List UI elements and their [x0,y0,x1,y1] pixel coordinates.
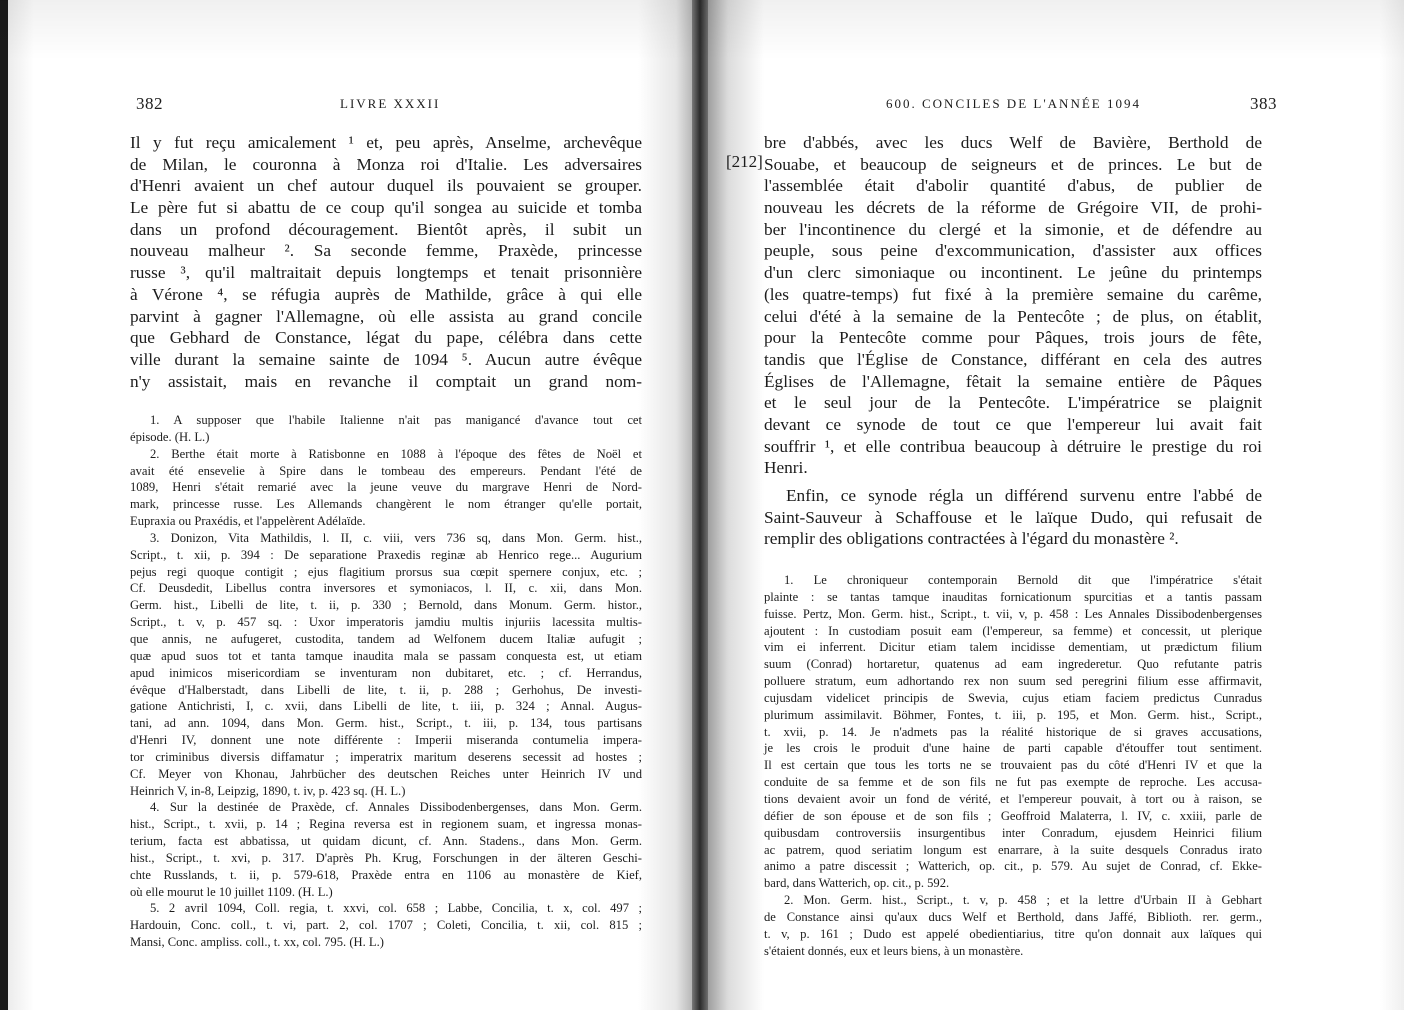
footnote [764,892,1262,959]
footnote-line: gatione Antichristi, I, c. xvii, dans Libelli de lite, t. iii, p. 324 ; Annal. Augus- [130,699,642,714]
body-line: Souabe, et beaucoup de seigneurs et de princes. Le but de [764,154,1262,174]
footnote [130,900,642,951]
left-page-number: 382 [136,94,163,113]
footnote-line: 1089, Henri s'était remarié avec la jeune veuve du margrave Henri de Nord- [130,480,642,495]
footnote-line: 5. 2 avril 1094, Coll. regia, t. xxvi, col. 658 ; Labbe, Concilia, t. x, col. 497 ; [150,901,642,916]
body-line: nouveau les décrets de la réforme de Grégoire VII, de prohi- [764,198,1262,218]
body-line: d'un clerc simoniaque ou incontinent. Le jeûne du printemps [764,263,1262,283]
footnote-line: Script., t. xii, p. 394 : De separatione Praxedis reginæ ab Henrico rege... Augurium [130,547,642,562]
body-line: tandis que l'Église de Constance, différant en cela des autres [764,349,1262,369]
footnote-line: 1. A supposer que l'habile Italienne n'ait pas manigancé d'avance tout cet [150,413,642,427]
body-line: que Gebhard de Constance, légat du pape, célébra dans cette [130,328,642,348]
body-line: russe ³, qu'il maltraitait depuis longtemps et tenait prisonnière [130,263,642,283]
footnote-line: 2. Mon. Germ. hist., Script., t. v, p. 458 ; et la lettre d'Urbain II à Gebhart [784,893,1262,908]
footnote-line: 4. Sur la destinée de Praxède, cf. Annales Dissibodenbergenses, dans Mon. Germ. [150,800,642,815]
footnote-line: pejus regi quoque contigit ; ejus flagitium prorsus sua cœpit spernere conjux, etc. ; [130,564,642,579]
footnote [764,572,1262,892]
body-line: ville durant la semaine sainte de 1094 ⁵. Aucun autre évêque [130,349,642,369]
footnote-line: Germ. hist., Libelli de lite, t. ii, p. 330 ; Bernold, dans Monum. Germ. histor., [130,598,642,613]
footnote-line: polluere stratum, eum adhortando rex non suum sed peregrini filium esse affirmavit, [764,674,1262,689]
footnote-line: plurimum assimilavit. Böhmer, Fontes, t. iii, p. 195, et Mon. Germ. hist., Script., [764,707,1262,722]
paragraph [764,485,1262,550]
footnote-line: tani, ad ann. 1094, dans Mon. Germ. hist., Script., t. iii, p. 134, tous partisans [130,716,642,731]
body-line: n'y assistait, mais en revanche il comptait un grand nom- [130,371,642,391]
footnote-line: hist., Script., t. xvi, p. 317. D'après Ph. Krug, Forschungen in der älteren Geschi- [130,850,642,865]
footnote-line: quibusdam controversiis insurgentibus inter Conradum, ejusdem Heinrici filium [764,825,1262,840]
footnote [130,446,642,530]
footnote-line: conduite de sa femme et de son fils ne fut pas exempte de reproche. Les accusa- [764,775,1262,790]
footnote-line: Heinrich V, in-8, Leipzig, 1890, t. iv, p. 423 sq. (H. L.) [130,783,406,798]
footnote-line: plainte : se tantas tamque inauditas fornicationum spurcitias et a tantis passam [764,589,1262,604]
body-line: Il y fut reçu amicalement ¹ et, peu après, Anselme, archevêque [130,133,642,152]
footnote-line: quæ apud suos tot et tanta tamque inaudita mala se passam conquesta est, ut etiam [130,648,642,663]
footnote-line: Cf. Deusdedit, Libellus contra inversores et symoniacos, l. II, c. xii, dans Mon. [130,581,642,596]
body-line: peuple, sous peine d'excommunication, d'assister aux offices [764,241,1262,261]
footnote-line: défier de son épouse et de son fils ; Geoffroid Malaterra, l. IV, c. xxiii, parle de [764,808,1262,823]
body-line: Enfin, ce synode régla un différend survenu entre l'abbé de [786,486,1262,505]
footnote-line: vim ei inferrent. Dicitur etiam talem incidisse dementiam, ut prædictum filium [764,640,1262,655]
right-page-number: 383 [1250,94,1277,113]
footnote-line: 1. Le chroniqueur contemporain Bernold dit que l'impératrice s'était [784,573,1262,587]
body-line: de Milan, le couronna à Monza roi d'Italie. Les adversaires [130,154,642,174]
footnote-line: je les crois le produit d'une haine de parti capable d'étouffer tout sentiment. [764,741,1262,756]
left-running-head: LIVRE XXXII [340,96,441,111]
footnote-line: t. v, p. 161 ; Dudo est appelé obedientiarius, titre qu'on donnait aux laïques qui [764,926,1262,941]
footnote-line: avait été ensevelie à Spire dans le tombeau des empereurs. Pendant l'été de [130,463,642,478]
footnote-line: tor criminibus diversis diffamatur ; imperatrix maritum deserens secessit ad hostes ; [130,749,642,764]
footnote-line: tions devaient avoir un fond de vérité, et l'empereur pouvait, à tort ou à raison, se [764,791,1262,806]
footnote-line: bard, dans Watterich, op. cit., p. 592. [764,876,950,891]
footnote-line: où elle mourut le 10 juillet 1109. (H. L.) [130,884,333,899]
footnote-line: suum (Conrad) hortaretur, quatenus ad eam ingrederetur. Quo refutante patris [764,657,1262,672]
body-line: celui d'été à la semaine de la Pentecôte ; de plus, on établit, [764,306,1262,326]
footnote-line: ac patrem, quod seriatim longum est enarrare, à la suite desquels Conradus irato [764,842,1262,857]
book-gutter [692,0,708,1010]
footnote-line: épisode. (H. L.) [130,429,210,444]
footnote-line: 3. Donizon, Vita Mathildis, l. II, c. viii, vers 736 sq, dans Mon. Germ. hist., [150,530,642,545]
body-line: parvint à gagner l'Allemagne, où elle assista au grand concile [130,306,642,326]
footnote-line: Cf. Meyer von Khonau, Jahrbücher des deutschen Reiches unter Heinrich IV und [130,766,642,781]
left-body-text [130,132,642,392]
footnote-line: cujusdam videlicet principis de Swevia, cujus etiam faciem predictus Cunradus [764,690,1262,705]
left-page [8,0,692,1010]
body-line: bre d'abbés, avec les ducs Welf de Bavière, Berthold de [764,133,1262,152]
footnote-line: Script., t. v, p. 457 sq. : Uxor imperatoris jamdiu multis injuriis lacessita multis- [130,615,642,630]
body-line: nouveau malheur ². Sa seconde femme, Praxède, princesse [130,241,642,261]
body-line: devant ce synode de tout ce que l'empereur lui avait fait [764,414,1262,434]
footnote-line: d'Henri IV, donnent une note différente : Imperii miseranda contumelia impera- [130,733,642,748]
body-line: l'assemblée était d'abolir quantité d'abus, de publier de [764,176,1262,196]
body-line: et le seul jour de la Pentecôte. L'impératrice se plaignit [764,393,1262,413]
footnote-line: t. xvii, p. 14. Je n'admets pas la réalité historique de si graves accusations, [764,724,1262,739]
body-line: remplir des obligations contractées à l'égard du monastère ². [764,529,1179,549]
right-body-text [764,132,1262,550]
body-line: souffrir ¹, et elle contribua beaucoup à détruire le prestige du roi [764,436,1262,456]
footnote-line: évêque d'Halberstadt, dans Libelli de lite, t. ii, p. 288 ; Gerhohus, De investi- [130,682,642,697]
footnote-line: Il est certain que tous les torts ne se trouvaient pas du côté d'Henri IV et que la [764,758,1262,773]
body-line: d'Henri avaient un chef autour duquel ils pouvaient se grouper. [130,176,642,196]
footnote-line: ajoutent : In custodiam posuit eam (l'empereur, sa femme) et concessit, ut plerique [764,623,1262,638]
right-footnotes [764,572,1262,959]
footnote-line: chte Russlands, t. ii, p. 579-618, Praxède entra en 1106 au monastère de Kief, [130,867,642,882]
footnote-line: mark, princesse russe. Les Allemands changèrent le nom étranger qu'elle portait, [130,497,642,512]
right-running-head: 600. CONCILES DE L'ANNÉE 1094 [886,96,1141,111]
footnote-line: animo a patre discessit ; Watterich, op. cit., p. 579. Au sujet de Conrad, cf. Ekke- [764,859,1262,874]
footnote [130,412,642,446]
footnote [130,799,642,900]
body-line: à Vérone ⁴, se réfugia auprès de Mathilde, grâce à qui elle [130,284,642,304]
footnote-line: de Constance ainsi qu'aux ducs Welf et Berthold, dans Jaffé, Biblioth. rer. germ., [764,909,1262,924]
body-line: Le père fut si abattu de ce coup qu'il songea au suicide et tomba [130,198,642,218]
body-line: Henri. [764,458,808,478]
footnote-line: Mansi, Conc. ampliss. coll., t. xx, col. 795. (H. L.) [130,935,384,950]
body-line: dans un profond découragement. Bientôt après, il subit un [130,219,642,239]
footnote-line: fuisse. Pertz, Mon. Germ. hist., Script., t. vii, v, p. 458 : Les Annales Dissibodenbergenses [764,606,1262,621]
body-line: Saint-Sauveur à Schaffouse et le laïque Dudo, qui refusait de [764,507,1262,527]
footnote-line: 2. Berthe était morte à Ratisbonne en 1088 à l'époque des fêtes de Noël et [150,446,642,461]
left-footnotes [130,412,642,951]
footnote [130,530,642,800]
footnote-line: terium, facta est abbatissa, ut quidam dicunt, cf. Ann. Stadens., dans Mon. Germ. [130,834,642,849]
footnote-line: s'étaient donnés, eux et leurs biens, à un monastère. [764,943,1024,958]
body-line: pour la Pentecôte comme pour Pâques, trois jours de fête, [764,328,1262,348]
footnote-line: hist., Script., t. xvii, p. 14 ; Regina reversa est in regionem suam, et ingressa monas- [130,817,642,832]
footnote-line: Eupraxia ou Praxédis, et l'appelèrent Adélaïde. [130,514,366,529]
margin-page-marker: [212] [726,152,763,171]
body-line: ber l'incontinence du clergé et la simonie, et de défendre au [764,219,1262,239]
footnote-line: Hardouin, Conc. coll., t. vi, part. 2, col. 1707 ; Coleti, Concilia, t. xii, col. 815 ; [130,918,642,933]
footnote-line: que annis, ne aufugeret, custodita, tandem ad Welfonem ducem Italiæ aufugit ; [130,631,642,646]
footnote-line: apud inimicos misericordiam se inventuram non dubitaret, etc. ; cf. Herrandus, [130,665,642,680]
body-line: Églises de l'Allemagne, fêtait la semaine entière de Pâques [764,371,1262,391]
right-page [708,0,1404,1010]
body-line: (les quatre-temps) fut fixé à la première semaine du carême, [764,284,1262,304]
